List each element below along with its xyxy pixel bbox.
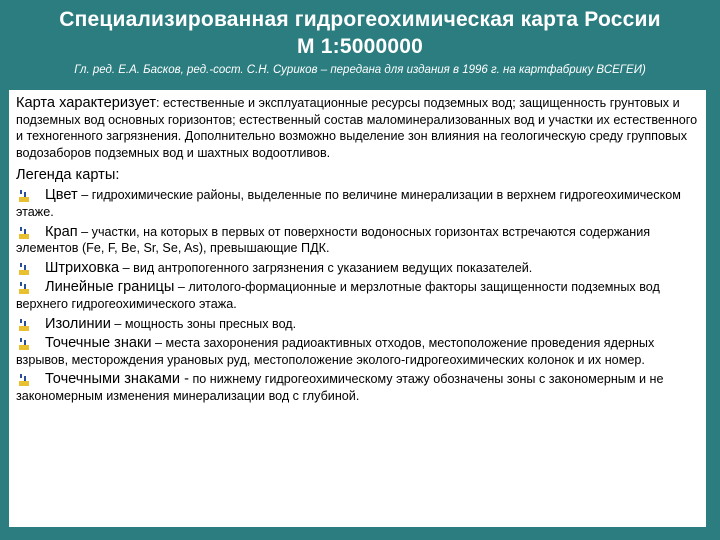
stacked-bars-bullet-icon (18, 374, 30, 386)
legend-item-term: Линейные границы (45, 279, 175, 296)
legend-item-description: – вид антропогенного загрязнения с указанием ведущих показателей. (119, 260, 533, 275)
stacked-bars-bullet-icon (18, 263, 30, 275)
legend-item-description: – литолого-формационные и мерзлотные факторы защищенности подземных вод верхнего гидрогеохимического этажа. (16, 280, 660, 311)
legend-item (16, 316, 698, 333)
legend-item (16, 187, 698, 220)
legend-heading-text: Легенда карты (16, 167, 116, 184)
legend-item-term: Изолинии (45, 315, 111, 332)
title-line-1: Специализированная гидрогеохимическая карта России (59, 8, 661, 31)
legend-item-term: Крап (45, 223, 78, 240)
stacked-bars-bullet-icon (18, 338, 30, 350)
legend-item (16, 335, 698, 368)
legend-item-term: Точечными знаками - (45, 371, 189, 388)
legend-item (16, 371, 698, 404)
page-title (0, 6, 720, 60)
legend-item-description: – мощность зоны пресных вод. (110, 316, 297, 331)
intro-text: : естественные и эксплуатационные ресурсы подземных вод; защищенность грунтовых и подземных вод основных горизонтов; естественный состав маломинерализованных вод и участки их естественного и техногенного загрязнения. Дополнительно возможно выделение зон влияния на геологическую среду групповых водозаборов подземных вод и шахтных водоотливов. (16, 96, 698, 160)
legend-item (16, 279, 698, 312)
legend-item-description: – участки, на которых в первых от поверхности водоносных горизонтах встречаются содержания элементов (Fe, F, Be, Sr, Se, As), превышающие ПДК. (16, 224, 651, 256)
page-subtitle: Гл. ред. Е.А. Басков, ред.-сост. С.Н. Суриков – передана для издания в 1996 г. на картфабрику ВСЕГЕИ) (74, 64, 646, 76)
legend-item-description: – места захоронения радиоактивных отходов, местоположение проведения ядерных взрывов, месторождения урановых руд, местоположение эколого-гидрогеохимических колонок и их номер. (16, 336, 655, 367)
legend-item (16, 224, 698, 257)
legend-item-term: Точечные знаки (45, 335, 152, 352)
intro-lead: Карта характеризует (16, 95, 157, 111)
stacked-bars-bullet-icon (18, 319, 30, 331)
legend-item-term: Цвет (45, 187, 78, 204)
legend-heading (16, 166, 698, 184)
legend-heading-suffix: : (115, 167, 120, 184)
stacked-bars-bullet-icon (18, 190, 30, 202)
legend-item-description: – гидрохимические районы, выделенные по величине минерализации в верхнем гидрогеохимическом этаже. (16, 188, 681, 219)
legend-list (16, 187, 698, 404)
intro-paragraph (16, 95, 698, 161)
legend-item-term: Штриховка (45, 259, 120, 276)
title-line-2: М 1:5000000 (297, 35, 423, 58)
content-panel (9, 90, 706, 527)
stacked-bars-bullet-icon (18, 227, 30, 239)
legend-item-description: по нижнему гидрогеохимическому этажу обозначены зоны с закономерным и не закономерным изменения минерализации вод с глубиной. (16, 372, 664, 403)
stacked-bars-bullet-icon (18, 282, 30, 294)
legend-item (16, 260, 698, 277)
